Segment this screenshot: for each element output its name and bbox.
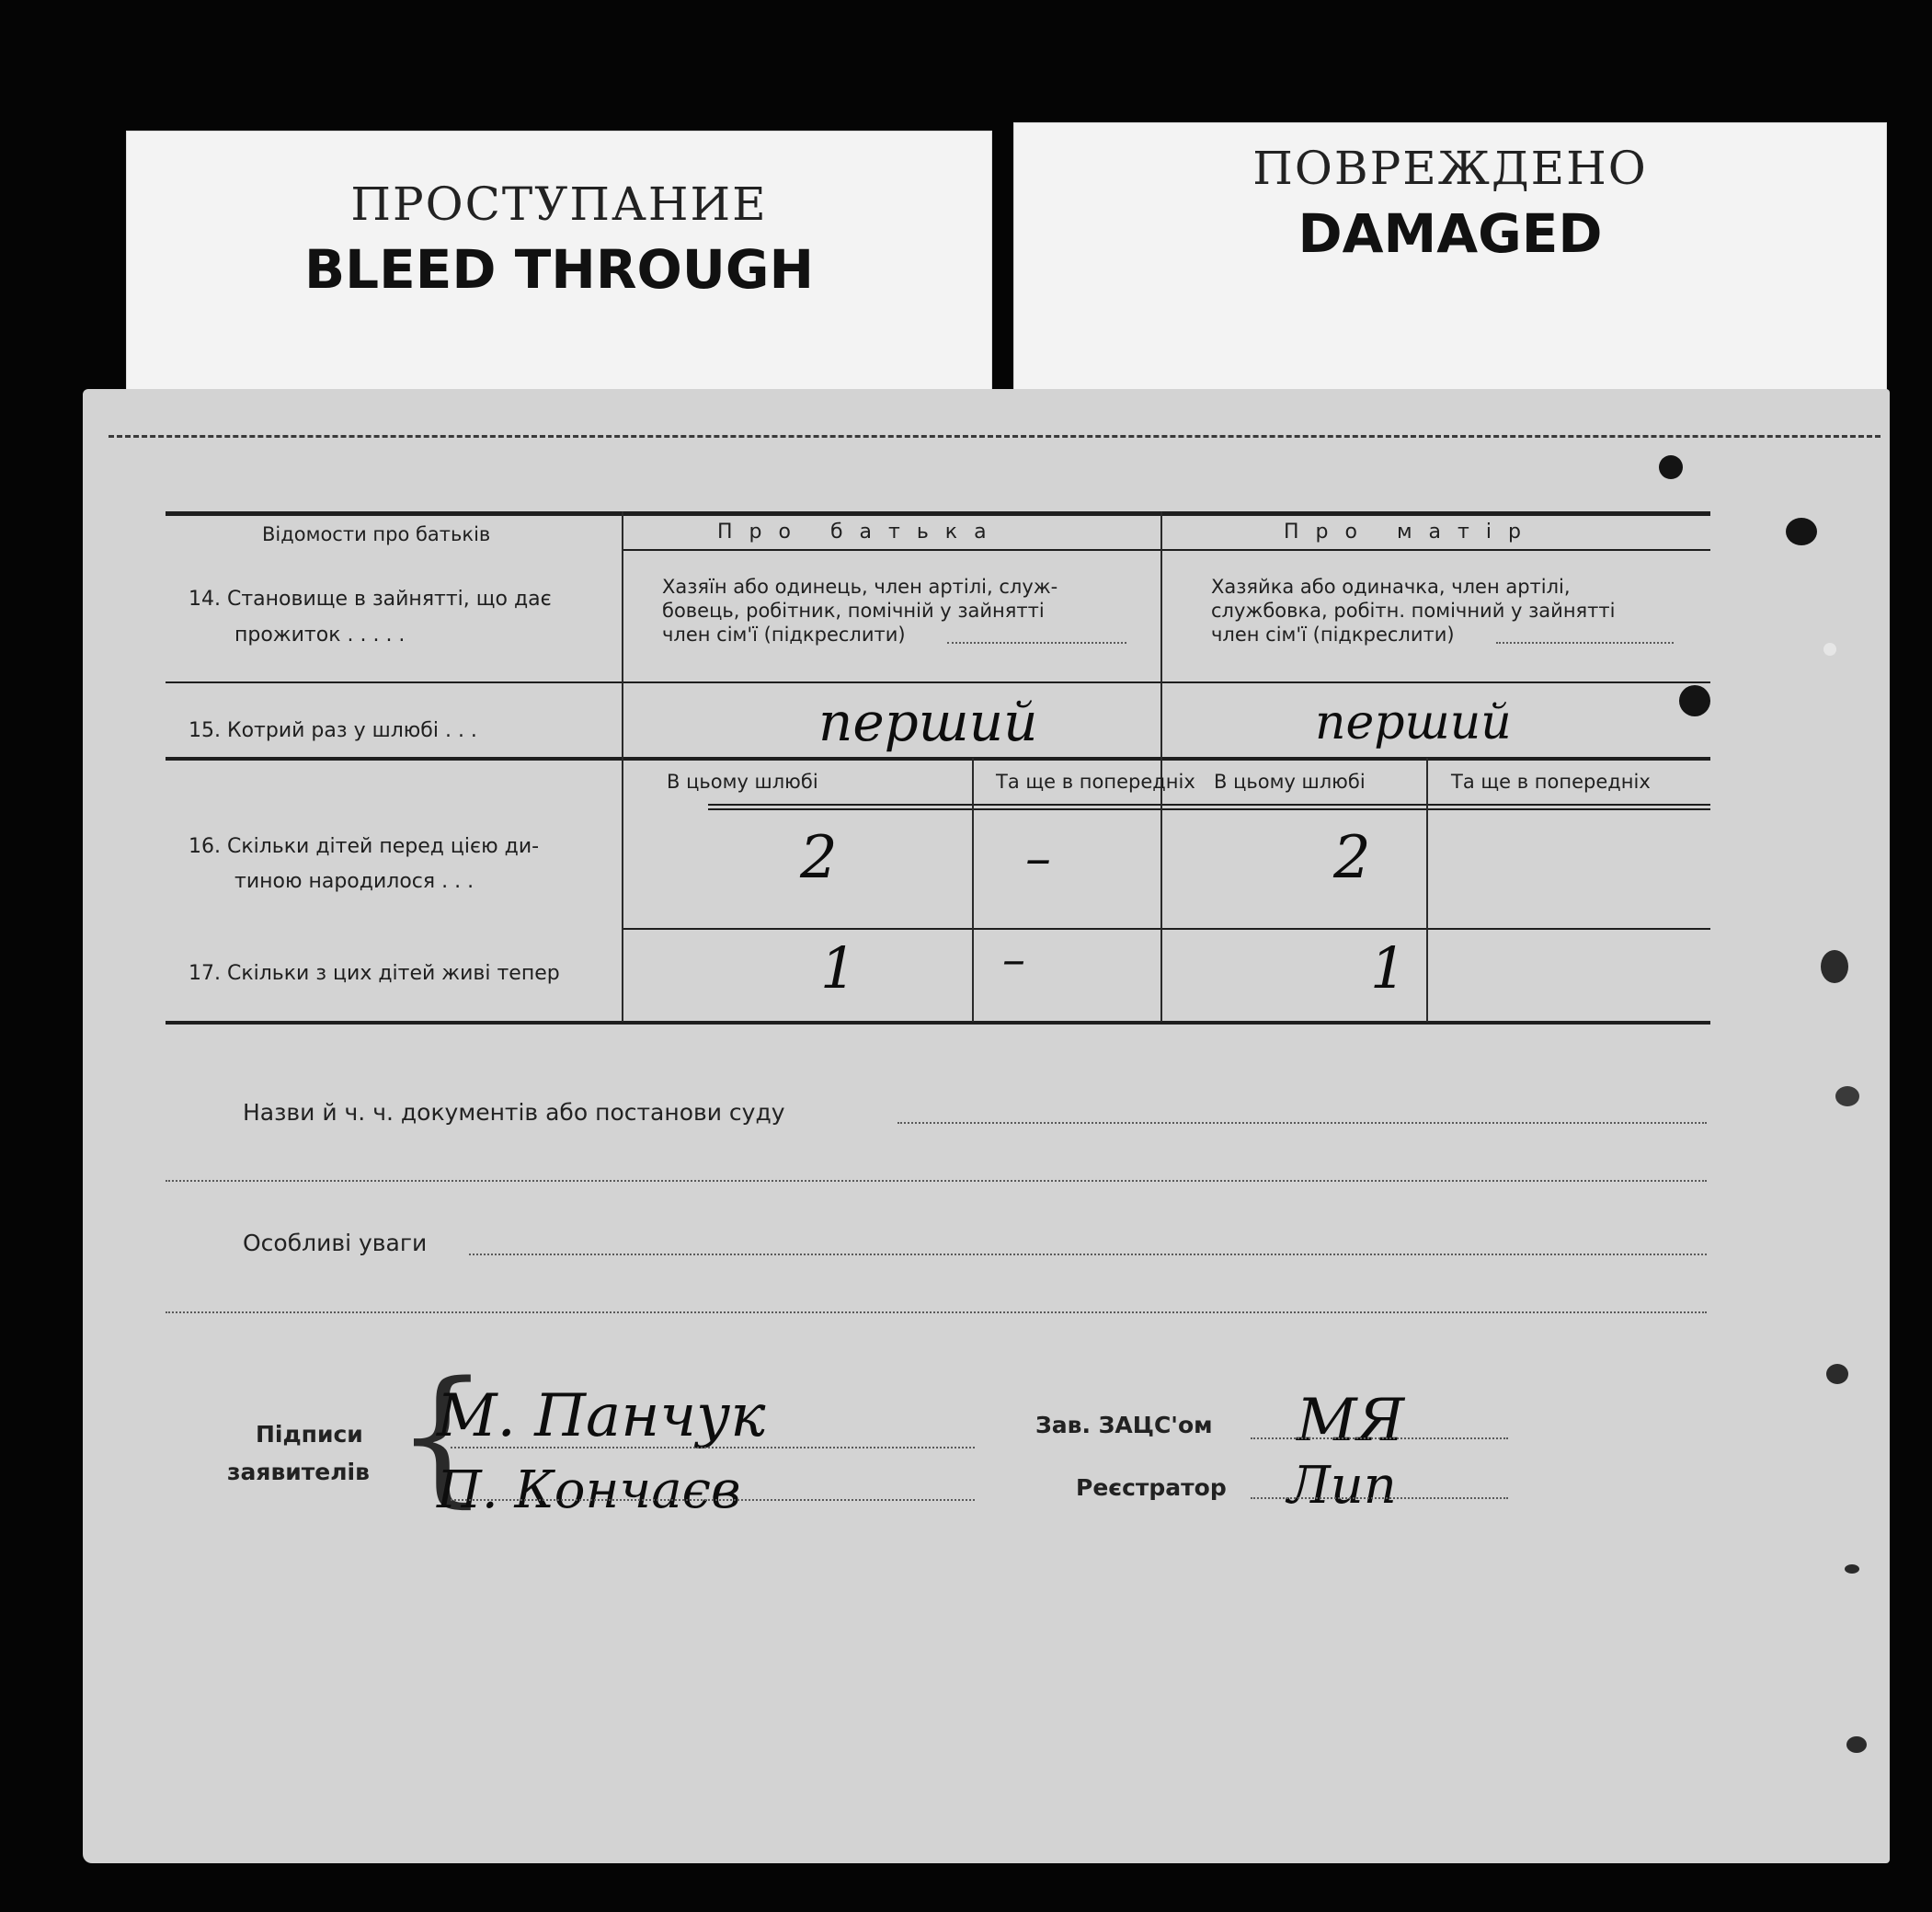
punch-hole — [1786, 518, 1817, 545]
parents-info-table — [166, 511, 1710, 1026]
subheader-previous: Та ще в попередніх — [996, 771, 1195, 793]
table-rule — [166, 757, 1710, 761]
brace: { — [395, 1349, 489, 1521]
header-father: Про батька — [717, 521, 1003, 544]
damaged-en: DAMAGED — [1298, 202, 1603, 265]
bleed-through-ru: ПРОСТУПАНИЕ — [350, 177, 768, 231]
perforation-line — [109, 435, 1881, 438]
fill-line — [1496, 642, 1674, 644]
punch-hole — [1823, 643, 1836, 656]
row17-label: 17. Скільки з цих дітей живі тепер — [189, 962, 560, 985]
table-rule — [622, 928, 1710, 930]
row14-label-cont: прожиток . . . . . — [234, 624, 406, 647]
header-info: Відомости про батьків — [262, 523, 491, 545]
punch-hole — [1821, 950, 1848, 983]
applicant1-signature: М. Панчук — [437, 1382, 766, 1450]
row15-label: 15. Котрий раз у шлюбі . . . — [189, 719, 477, 742]
row17-mother-this: 1 — [1370, 934, 1407, 1002]
signature-line — [1251, 1497, 1508, 1499]
applicants-signatures-label: заявителів — [227, 1459, 370, 1485]
registrar-signature: Лип — [1287, 1456, 1397, 1516]
bleed-through-tag — [127, 132, 991, 407]
row16-label-cont: тиною народилося . . . — [234, 870, 474, 893]
subheader-this-marriage: В цьому шлюбі — [1214, 771, 1366, 793]
damaged-ru: ПОВРЕЖДЕНО — [1252, 142, 1648, 195]
remarks-line — [166, 1311, 1707, 1313]
damaged-tag — [1014, 123, 1886, 399]
row14-father-options: Хазяїн або одинець, член артілі, служ- — [662, 576, 1058, 598]
row16-father-this: 2 — [800, 824, 838, 892]
documents-line — [897, 1122, 1707, 1124]
punch-hole — [1826, 1364, 1848, 1384]
table-divider — [972, 758, 974, 1022]
row14-mother-options: член сім'ї (підкреслити) — [1211, 624, 1455, 646]
head-signature: МЯ — [1297, 1387, 1405, 1455]
punch-hole — [1659, 455, 1683, 479]
remarks-label: Особливі уваги — [243, 1230, 428, 1256]
punch-hole — [1846, 1736, 1867, 1753]
fill-line — [947, 642, 1126, 644]
table-rule — [708, 808, 1710, 810]
bleed-through-en: BLEED THROUGH — [303, 238, 815, 301]
record-sheet — [83, 389, 1890, 1863]
table-divider — [1160, 511, 1162, 1022]
documents-line — [166, 1180, 1707, 1182]
row14-father-options: член сім'ї (підкреслити) — [662, 624, 906, 646]
table-rule — [708, 804, 1710, 806]
registrar-label: Реєстратор — [1076, 1474, 1227, 1501]
applicants-signatures-label: Підписи — [256, 1421, 363, 1448]
row15-mother-value: перший — [1315, 695, 1512, 750]
table-divider — [622, 511, 623, 1022]
table-rule — [622, 549, 1710, 551]
row14-father-options: бовець, робітник, помічній у зайнятті — [662, 600, 1045, 622]
row17-father-prev: – — [1002, 933, 1025, 986]
remarks-line — [469, 1254, 1707, 1255]
header-mother: Про матір — [1284, 521, 1538, 544]
head-label: Зав. ЗАЦС'ом — [1035, 1412, 1213, 1438]
subheader-previous: Та ще в попередніх — [1451, 771, 1651, 793]
row14-label: 14. Становище в зайнятті, що дає — [189, 588, 552, 611]
row17-father-this: 1 — [820, 934, 857, 1002]
punch-hole — [1835, 1086, 1859, 1106]
subheader-this-marriage: В цьому шлюбі — [667, 771, 818, 793]
punch-hole — [1845, 1564, 1859, 1574]
applicant2-signature: П. Кончаєв — [437, 1460, 741, 1520]
signature-line — [451, 1447, 975, 1448]
table-rule — [166, 681, 1710, 683]
row16-father-prev: – — [1025, 829, 1051, 888]
row14-mother-options: Хазяйка або одиначка, член артілі, — [1211, 576, 1571, 598]
row16-mother-this: 2 — [1333, 824, 1371, 892]
table-rule — [166, 1021, 1710, 1025]
row16-label: 16. Скільки дітей перед цією ди- — [189, 835, 540, 858]
signature-line — [1251, 1437, 1508, 1439]
documents-label: Назви й ч. ч. документів або постанови суду — [243, 1099, 785, 1126]
row14-mother-options: службовка, робітн. помічний у зайнятті — [1211, 600, 1616, 622]
table-rule — [166, 511, 1710, 516]
signature-line — [451, 1499, 975, 1501]
row15-father-value: перший — [818, 691, 1038, 753]
table-divider — [1426, 758, 1428, 1022]
